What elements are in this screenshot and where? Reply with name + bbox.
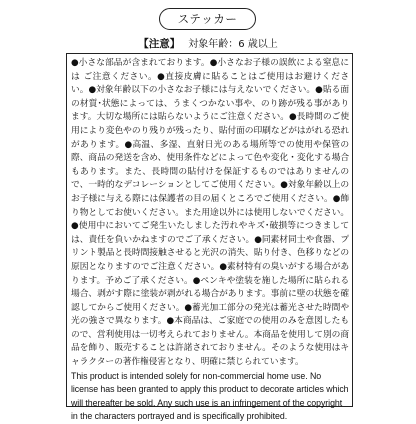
notice-english-text: This product is intended solely for non-commercial home use. No license has been granted to apply this product to decorate articles which will thereafter be sold. Any such use is an infringement of the copyright in the characters portrayed and is specifically prohibited.: [71, 370, 349, 422]
notice-box: [66, 53, 353, 422]
target-age-text: 対象年齢：6 歳以上: [188, 39, 278, 50]
product-type-label: ステッカー: [159, 8, 256, 30]
notice-japanese-text: ●小さな部品が含まれております。●小さなお子様の誤飲による窒息には ご注意ください。●直接皮膚に貼ることはご使用はお避けください。●対象年齢以下の小さなお子様には与えないでください。●貼る面の材質･状態によっては、うまくつかない事や、のり跡が残る事があります。大切な場所には貼らないようにご注意ください。●長時間のご使用により変色やのり残りが残ったり、貼付面の印刷などがはがれる恐れがあります。●高温、多湿、直射日光のある場所等での使用や保管の際、商品の発送を含め、使用条件などによって色や変化・変化する場合もあります。また、長時間の貼付けを保証するものではありませんので、一時的なデコレーションとしてご使用ください。●対象年齢以上のお子様に与える際には保護者の目の届くところでご使用ください。●飾り物としてお使いください。また用途以外には使用しないでください。●使用中においてご発生いたしました汚れやキズ･破損等につきましては、責任を負いかねますのでご了承ください。●同素材同士や食器、プリント製品と長時間接触させると光沢の消失、貼り付き、色移りなどの原因となりますのでご注意ください。●素材特有の臭いがする場合があります。予めご了承ください。●ペンキや塗装を施した場所に貼られる場合、剥がす際に塗装が剥がれる場合があります。事前に壁の状態を確認してからご使用ください。●蓄光加工部分の発光は蓄光させた時間や光の強さで異なります。●本商品は、ご家庭での使用のみを意図したもので、営利使用は一切考えられておりません。本商品を使用して別の商品を飾り、販売することは許諾されておりません。そのような使用はキャラクターの著作権侵害となり、明確に禁じられています。: [71, 58, 349, 368]
caution-label: 【注意】: [138, 38, 181, 50]
caution-header: [0, 38, 416, 51]
